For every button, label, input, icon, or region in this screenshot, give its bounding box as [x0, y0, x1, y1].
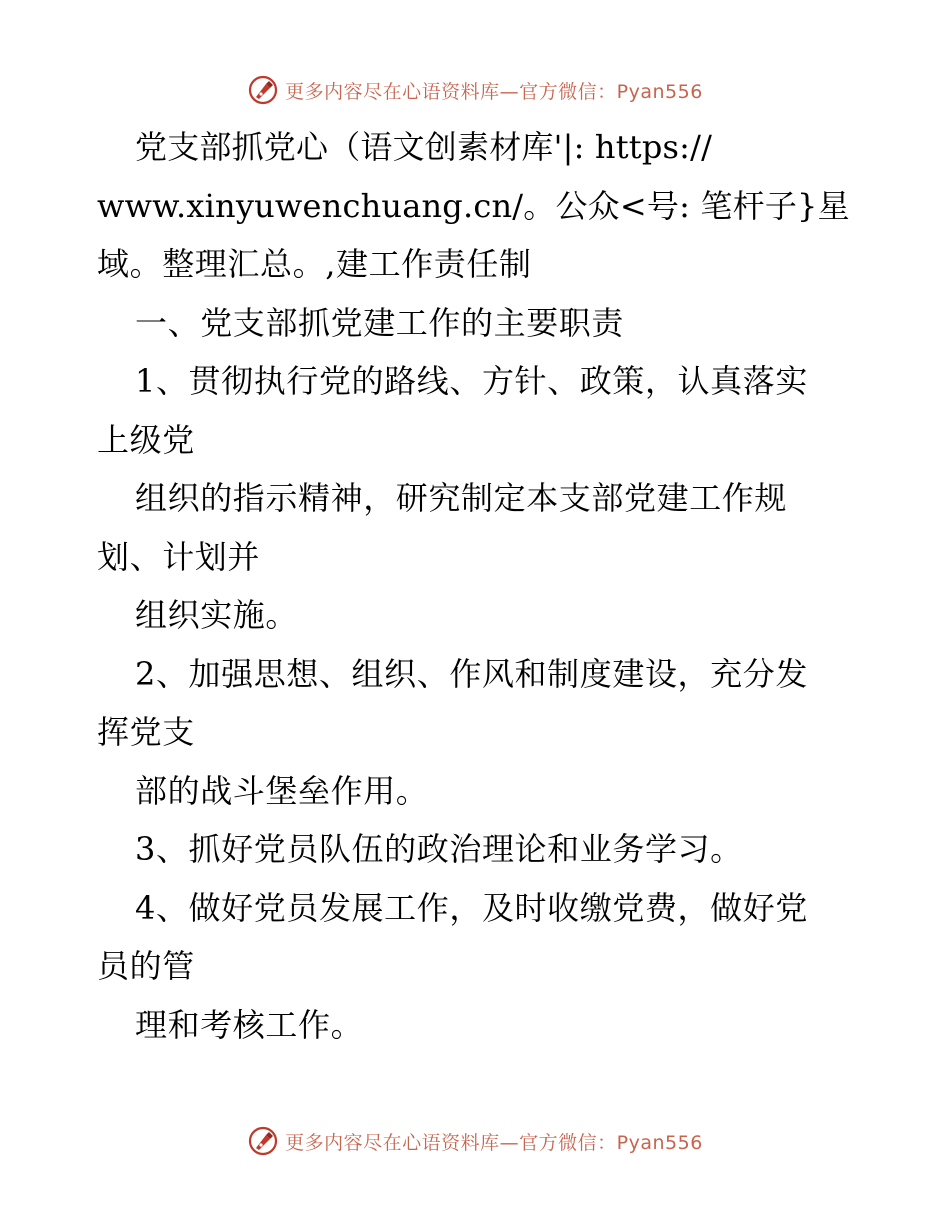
text-line: 2、加强思想、组织、作风和制度建设，充分发	[135, 654, 808, 693]
text-line: 组织实施。	[135, 596, 299, 634]
text-line: 1、贯彻执行党的路线、方针、政策，认真落实	[135, 362, 808, 400]
text-line: 组织的指示精神，研究制定本支部党建工作规	[135, 479, 788, 517]
pen-nib-logo-icon	[247, 1125, 279, 1157]
text-line: 上级党	[97, 420, 195, 459]
text-line: 3、抓好党员队伍的政治理论和业务学习。	[135, 830, 743, 868]
document-body	[97, 118, 850, 1054]
text-line: 员的管	[97, 947, 195, 985]
header-banner	[0, 70, 950, 110]
section-heading: 一、党支部抓党建工作的主要职责	[135, 303, 625, 342]
pen-nib-logo-icon	[247, 74, 279, 106]
text-line: 部的战斗堡垒作用。	[135, 771, 429, 810]
text-line: 划、计划并	[97, 537, 261, 576]
text-line: 域。整理汇总。,建工作责任制	[97, 245, 532, 283]
banner-text: 更多内容尽在心语资料库—官方微信：Pyan556	[285, 1131, 703, 1154]
banner-text: 更多内容尽在心语资料库—官方微信：Pyan556	[285, 80, 703, 103]
text-line: 理和考核工作。	[135, 1005, 364, 1044]
text-line: 党支部抓党心（语文创素材库'|: https://	[135, 128, 713, 166]
text-line: www.xinyuwenchuang.cn/。公众<号: 笔杆子}星	[97, 186, 850, 225]
footer-banner	[0, 1121, 950, 1161]
text-line: 挥党支	[97, 713, 195, 751]
text-line: 4、做好党员发展工作，及时收缴党费，做好党	[135, 888, 808, 927]
